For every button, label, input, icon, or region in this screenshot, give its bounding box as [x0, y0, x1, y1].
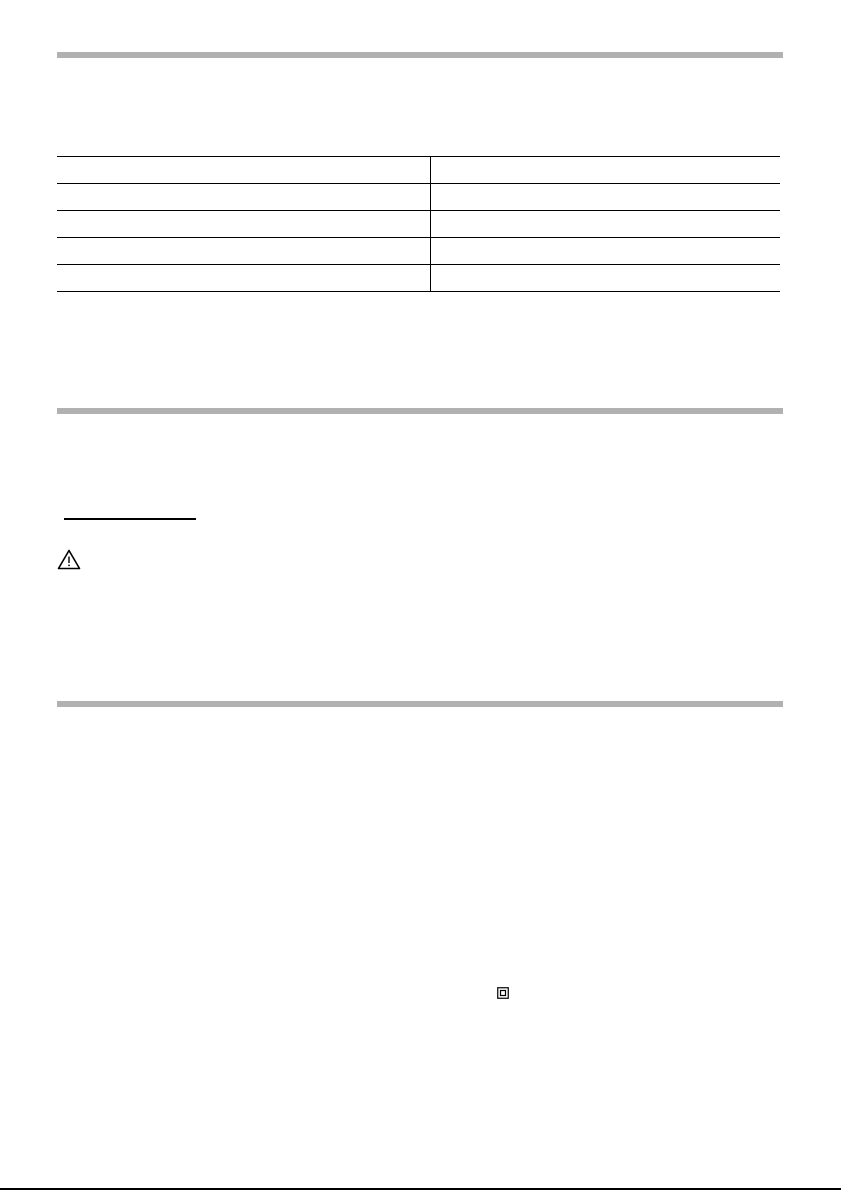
section-divider-middle	[57, 408, 783, 414]
table-cell-label	[57, 184, 431, 211]
heading-underline	[64, 518, 196, 520]
table-cell-value	[431, 238, 781, 265]
specification-table	[57, 156, 780, 292]
table-cell-value	[431, 184, 781, 211]
table-row	[57, 238, 780, 265]
table-cell-label	[57, 238, 431, 265]
table-row	[57, 184, 780, 211]
warning-triangle-icon	[57, 549, 81, 570]
page-bottom-border	[0, 1188, 841, 1190]
section-divider-top	[57, 52, 783, 58]
double-insulation-icon	[497, 987, 509, 999]
table-cell-label	[57, 157, 431, 184]
section-divider-bottom	[57, 701, 783, 707]
table-cell-value	[431, 211, 781, 238]
table-row	[57, 211, 780, 238]
table-cell-value	[431, 157, 781, 184]
table-row	[57, 265, 780, 292]
table-row	[57, 157, 780, 184]
table-cell-value	[431, 265, 781, 292]
table-cell-label	[57, 211, 431, 238]
table-cell-label	[57, 265, 431, 292]
